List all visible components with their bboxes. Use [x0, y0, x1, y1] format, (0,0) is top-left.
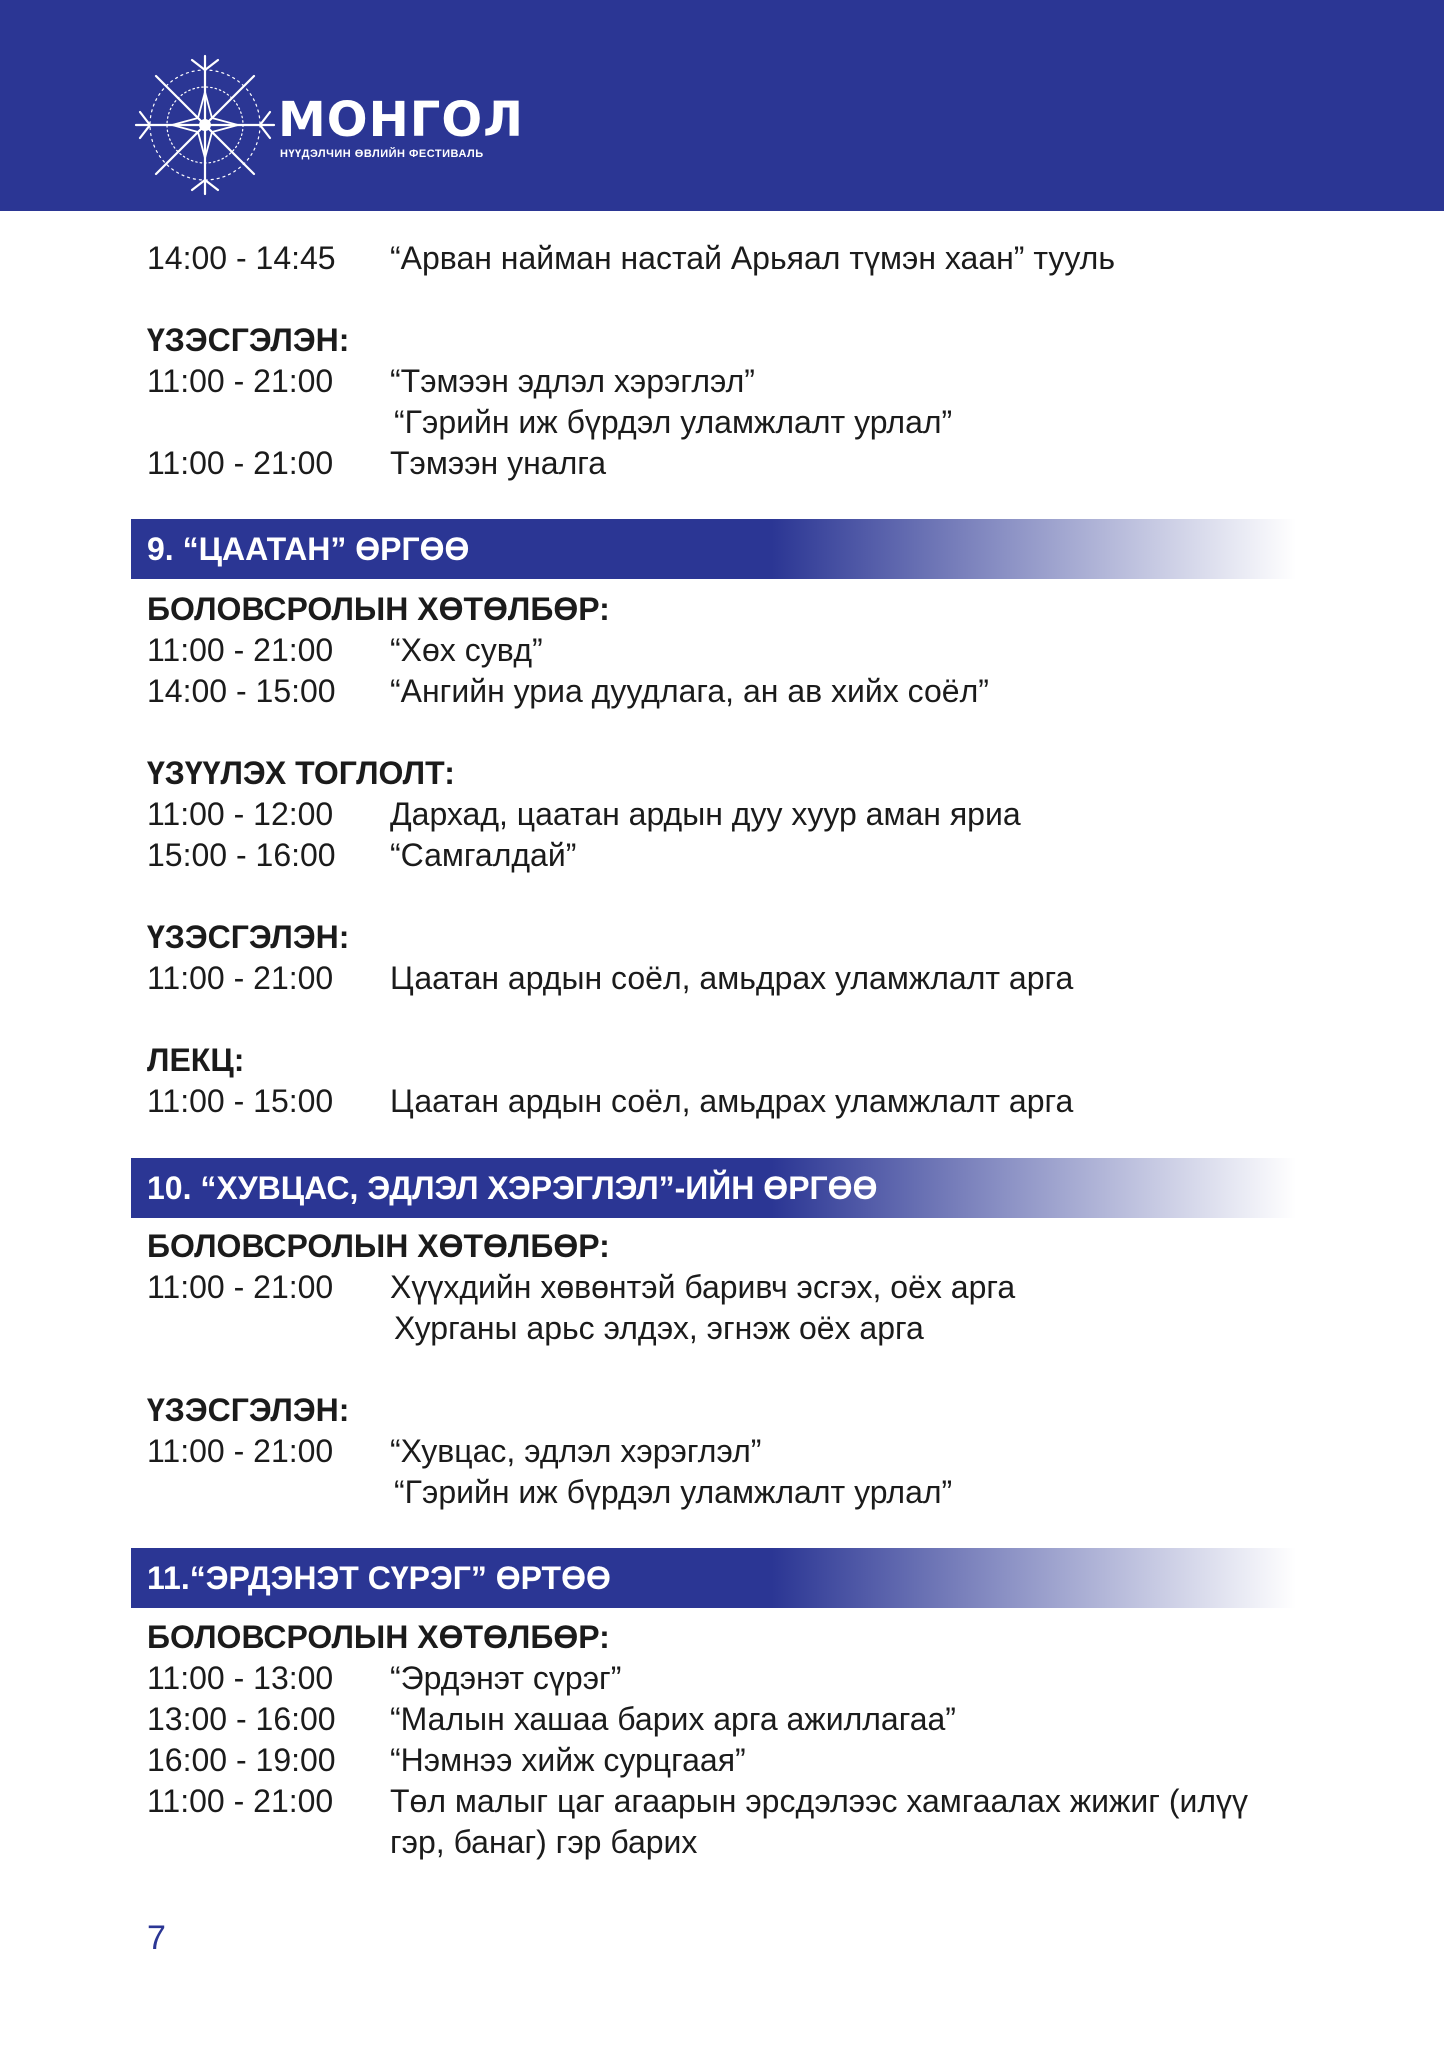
time-range: 11:00 - 21:00: [147, 632, 334, 668]
schedule-row-continuation: [147, 1822, 1307, 1863]
time-range: 11:00 - 21:00: [147, 1783, 334, 1819]
event-title: Төл малыг цаг агаарын эрсдэлээс хамгаалах жижиг (илүү: [390, 1783, 1249, 1819]
schedule-row: [147, 671, 1307, 712]
schedule-row: [147, 1081, 1307, 1122]
schedule-row: [147, 443, 1307, 484]
category-heading: БОЛОВСРОЛЫН ХӨТӨЛБӨР:: [147, 1228, 610, 1264]
event-title: “Гэрийн иж бүрдэл уламжлалт урлал”: [394, 1474, 953, 1510]
snowflake-icon: [132, 52, 278, 198]
schedule-row: [147, 1781, 1307, 1822]
event-title: “Арван найман настай Арьяал түмэн хаан” тууль: [390, 240, 1115, 276]
schedule-row-continuation: [147, 1308, 1307, 1349]
section-heading-9: 9. “ЦААТАН” ӨРГӨӨ: [131, 519, 1296, 579]
time-range: 11:00 - 21:00: [147, 445, 334, 481]
event-title: “Тэмээн эдлэл хэрэглэл”: [390, 363, 755, 399]
event-title: “Гэрийн иж бүрдэл уламжлалт урлал”: [394, 404, 953, 440]
section-11-block: [147, 1617, 1307, 1863]
schedule-row: [147, 958, 1307, 999]
time-range: 11:00 - 21:00: [147, 1269, 334, 1305]
event-title: Цаатан ардын соёл, амьдрах уламжлалт арга: [390, 1083, 1074, 1119]
page-number: 7: [147, 1919, 166, 1957]
category-heading: ҮЗЭСГЭЛЭН:: [147, 919, 350, 955]
time-range: 11:00 - 13:00: [147, 1660, 334, 1696]
time-range: 11:00 - 21:00: [147, 960, 334, 996]
schedule-row: [147, 1740, 1307, 1781]
event-title: “Хөх сувд”: [390, 632, 543, 668]
time-range: 11:00 - 21:00: [147, 363, 334, 399]
category-heading: ЛЕКЦ:: [147, 1042, 245, 1078]
section-heading-11: 11.“ЭРДЭНЭТ СҮРЭГ” ӨРТӨӨ: [131, 1548, 1296, 1608]
schedule-row: [147, 361, 1307, 402]
intro-block: [147, 238, 1307, 484]
category-heading: ҮЗҮҮЛЭХ ТОГЛОЛТ:: [147, 755, 455, 791]
category-heading: ҮЗЭСГЭЛЭН:: [147, 322, 350, 358]
event-title: Тэмээн уналга: [390, 445, 606, 481]
schedule-row: [147, 794, 1307, 835]
event-title: “Малын хашаа барих арга ажиллагаа”: [390, 1701, 956, 1737]
schedule-row: [147, 835, 1307, 876]
section-heading-10: 10. “ХУВЦАС, ЭДЛЭЛ ХЭРЭГЛЭЛ”-ИЙН ӨРГӨӨ: [131, 1158, 1296, 1218]
time-range: 14:00 - 15:00: [147, 673, 336, 709]
category-heading: БОЛОВСРОЛЫН ХӨТӨЛБӨР:: [147, 1619, 610, 1655]
schedule-row: [147, 1699, 1307, 1740]
schedule-row-continuation: [147, 1472, 1307, 1513]
event-title: “Ангийн уриа дуудлага, ан ав хийх соёл”: [390, 673, 989, 709]
brand-name: МОНГОЛ: [278, 92, 524, 148]
time-range: 13:00 - 16:00: [147, 1701, 336, 1737]
schedule-row: [147, 1431, 1307, 1472]
time-range: 15:00 - 16:00: [147, 837, 336, 873]
event-title: гэр, банаг) гэр барих: [390, 1824, 698, 1860]
event-title: Цаатан ардын соёл, амьдрах уламжлалт арга: [390, 960, 1074, 996]
schedule-row: [147, 238, 1307, 279]
event-title: Хурганы арьс элдэх, эгнэж оёх арга: [394, 1310, 924, 1346]
brand-tagline: НҮҮДЭЛЧИН ӨВЛИЙН ФЕСТИВАЛЬ: [280, 148, 484, 160]
event-title: “Нэмнээ хийж сурцгаая”: [390, 1742, 746, 1778]
time-range: 11:00 - 15:00: [147, 1083, 334, 1119]
event-title: “Самгалдай”: [390, 837, 577, 873]
event-title: “Эрдэнэт сүрэг”: [390, 1660, 622, 1696]
event-title: Дархад, цаатан ардын дуу хуур аман яриа: [390, 796, 1021, 832]
page-header: [0, 0, 1444, 211]
category-heading: БОЛОВСРОЛЫН ХӨТӨЛБӨР:: [147, 591, 610, 627]
schedule-row: [147, 630, 1307, 671]
event-title: Хүүхдийн хөвөнтэй баривч эсгэх, оёх арга: [390, 1269, 1016, 1305]
time-range: 11:00 - 12:00: [147, 796, 334, 832]
schedule-row-continuation: [147, 402, 1307, 443]
event-title: “Хувцас, эдлэл хэрэглэл”: [390, 1433, 762, 1469]
schedule-row: [147, 1267, 1307, 1308]
time-range: 14:00 - 14:45: [147, 240, 336, 276]
section-9-block: [147, 589, 1307, 1122]
section-10-block: [147, 1226, 1307, 1513]
schedule-row: [147, 1658, 1307, 1699]
time-range: 11:00 - 21:00: [147, 1433, 334, 1469]
category-heading: ҮЗЭСГЭЛЭН:: [147, 1392, 350, 1428]
time-range: 16:00 - 19:00: [147, 1742, 336, 1778]
